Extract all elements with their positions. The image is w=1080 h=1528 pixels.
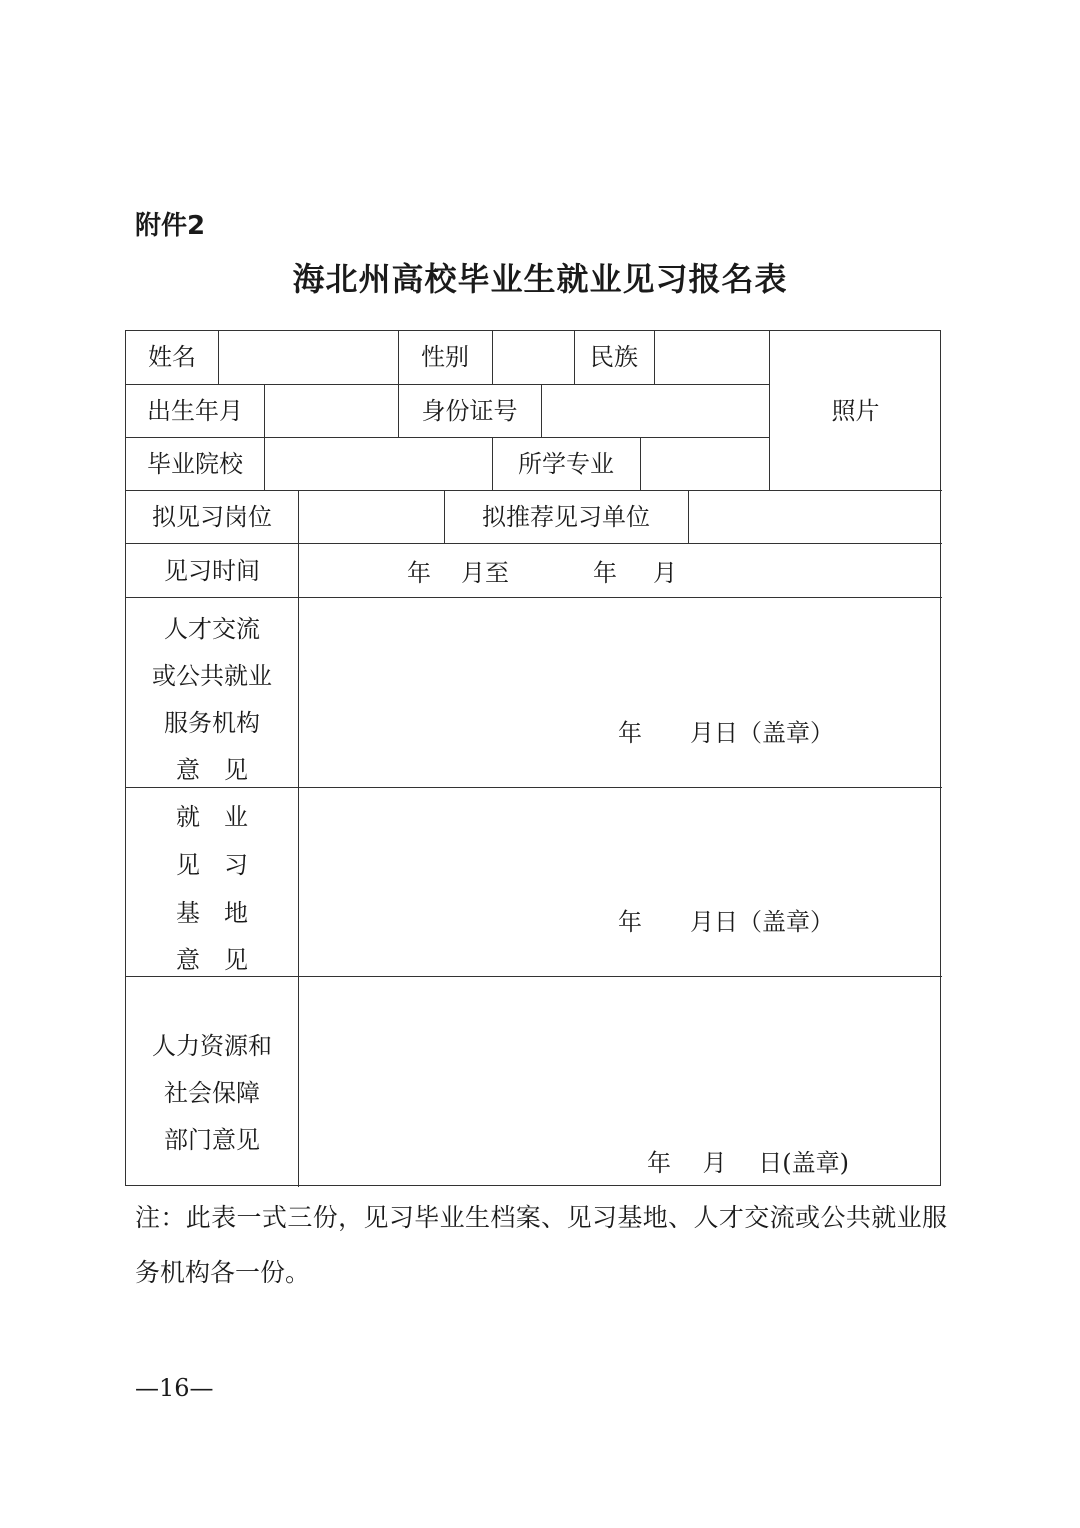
birth-label: 出生年月 bbox=[147, 397, 243, 425]
hr-label-line: 社会保障 bbox=[164, 1079, 260, 1107]
base-date-seal: 年 月日（盖章） bbox=[618, 908, 834, 936]
recommended-unit-label: 拟推荐见习单位 bbox=[482, 503, 650, 531]
period-year-start: 年 bbox=[407, 559, 431, 587]
period-year-end: 年 bbox=[593, 559, 617, 587]
photo-label: 照片 bbox=[831, 397, 880, 425]
footnote: 注：此表一式三份，见习毕业生档案、见习基地、人才交流或公共就业服务机构各一份。 bbox=[135, 1203, 947, 1287]
talent-label-line: 意 见 bbox=[176, 756, 248, 784]
talent-label-line: 人才交流 bbox=[164, 615, 260, 643]
period-month-end: 月 bbox=[653, 559, 677, 587]
base-label-line: 意 见 bbox=[176, 946, 248, 974]
talent-label-line: 或公共就业 bbox=[152, 662, 272, 690]
talent-date-seal: 年 月日（盖章） bbox=[618, 719, 834, 747]
base-label-line: 见 习 bbox=[176, 851, 248, 879]
registration-form-table bbox=[125, 330, 941, 1186]
page-title: 海北州高校毕业生就业见习报名表 bbox=[292, 260, 788, 298]
base-label-line: 基 地 bbox=[176, 899, 248, 927]
base-label-line: 就 业 bbox=[176, 803, 248, 831]
hr-label-line: 部门意见 bbox=[164, 1126, 260, 1154]
name-label: 姓名 bbox=[148, 343, 196, 371]
period-label: 见习时间 bbox=[164, 557, 260, 585]
position-label: 拟见习岗位 bbox=[152, 503, 272, 531]
talent-label-line: 服务机构 bbox=[164, 709, 260, 737]
major-label: 所学专业 bbox=[518, 450, 614, 478]
gender-label: 性别 bbox=[421, 343, 469, 371]
period-month-to: 月至 bbox=[461, 559, 509, 587]
attachment-label: 附件2 bbox=[135, 211, 206, 241]
ethnicity-label: 民族 bbox=[590, 343, 638, 371]
hr-date-seal: 年 月 日(盖章) bbox=[647, 1149, 849, 1177]
school-label: 毕业院校 bbox=[147, 450, 243, 478]
page-number: —16— bbox=[135, 1374, 214, 1402]
hr-label-line: 人力资源和 bbox=[152, 1032, 272, 1060]
id-number-label: 身份证号 bbox=[421, 397, 518, 425]
